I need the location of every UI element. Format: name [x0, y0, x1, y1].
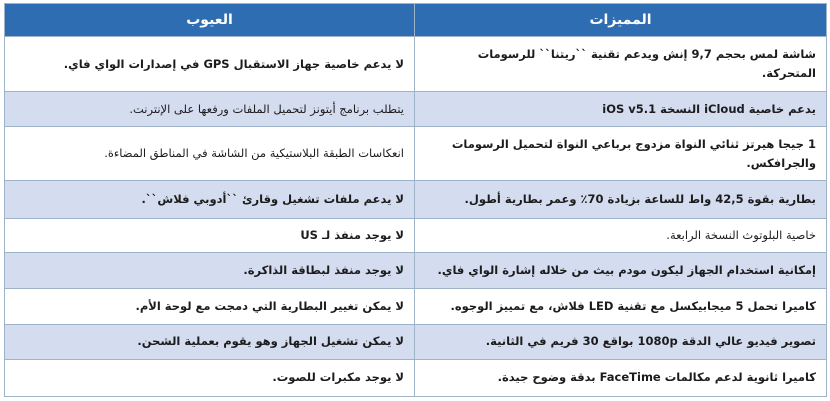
- pros-cell: شاشة لمس بحجم 9,7 إنش ويدعم تقنية ``ريتنا`` للرسومات المتحركة.: [415, 37, 827, 92]
- table-row: [5, 359, 827, 396]
- table-row: [5, 92, 827, 127]
- comparison-table-container: [4, 3, 826, 397]
- table-row: [5, 324, 827, 359]
- cons-cell: لا يوجد منفذ لـ US: [5, 218, 415, 252]
- pros-cell: إمكانية استخدام الجهاز ليكون مودم بيث من خلاله إشارة الواي فاي.: [415, 252, 827, 288]
- cons-cell: لا يدعم ملفات تشغيل وقارئ ``أدوبي فلاش``.: [5, 181, 415, 218]
- pros-cell: بطارية بقوة 42,5 واط للساعة بزيادة 70٪ وعمر بطارية أطول.: [415, 181, 827, 218]
- cons-cell: يتطلب برنامج أيتونز لتحميل الملفات ورفعها على الإنترنت.: [5, 92, 415, 127]
- cons-column-header: العيوب: [5, 4, 415, 37]
- cons-cell: لا يدعم خاصية جهاز الاستقبال GPS في إصدارات الواي فاي.: [5, 37, 415, 92]
- table-row: [5, 181, 827, 218]
- cons-cell: لا يمكن تغيير البطارية التي دمجت مع لوحة الأم.: [5, 288, 415, 324]
- table-row: [5, 37, 827, 92]
- cons-cell: لا يوجد مكبرات للصوت.: [5, 359, 415, 396]
- table-row: [5, 252, 827, 288]
- table-row: [5, 218, 827, 252]
- pros-cell: كاميرا ثانوية لدعم مكالمات FaceTime بدقة وضوح جيدة.: [415, 359, 827, 396]
- cons-cell: لا يوجد منفذ لبطاقة الذاكرة.: [5, 252, 415, 288]
- pros-column-header: المميزات: [415, 4, 827, 37]
- pros-cell: كاميرا تحمل 5 ميجابيكسل مع تقنية LED فلاش، مع تمييز الوجوه.: [415, 288, 827, 324]
- pros-cell: 1 جيجا هيرتز ثنائي النواة مزدوج برباعي النواة لتحميل الرسومات والجرافكس.: [415, 127, 827, 181]
- pros-cons-table: [4, 3, 827, 397]
- table-row: [5, 127, 827, 181]
- cons-cell: لا يمكن تشغيل الجهاز وهو يقوم بعملية الشحن.: [5, 324, 415, 359]
- cons-cell: انعكاسات الطبقة البلاستيكية من الشاشة في المناطق المضاءة.: [5, 127, 415, 181]
- pros-cell: تصوير فيديو عالي الدقة 1080p بواقع 30 فريم في الثانية.: [415, 324, 827, 359]
- table-row: [5, 288, 827, 324]
- table-header-row: [5, 4, 827, 37]
- pros-cell: خاصية البلوتوث النسخة الرابعة.: [415, 218, 827, 252]
- pros-cell: يدعم خاصية iCloud النسخة iOS v5.1: [415, 92, 827, 127]
